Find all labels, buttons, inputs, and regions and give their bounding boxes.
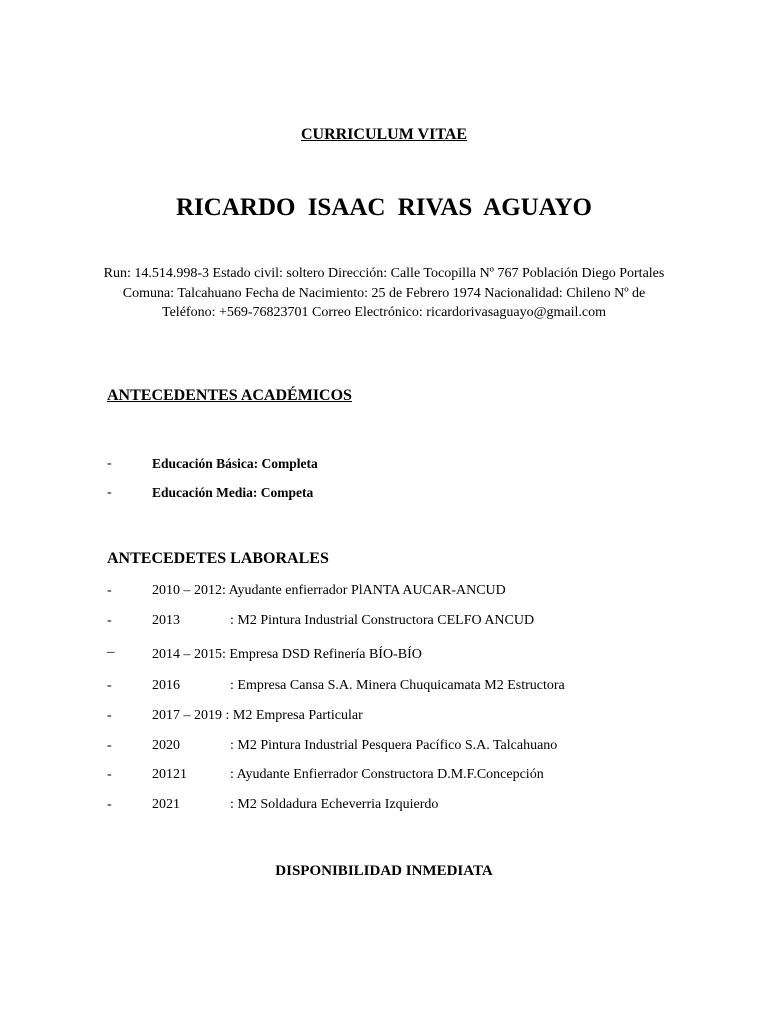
work-item-2013 (107, 613, 707, 633)
list-bullet: - (107, 708, 112, 723)
work-item-period: 20121 (152, 767, 187, 782)
list-bullet: - (107, 456, 112, 471)
academic-heading-text: ANTECEDENTES ACADÉMICOS (107, 387, 352, 404)
list-bullet: – (107, 644, 115, 660)
personal-info: Run: 14.514.998-3 Estado civil: soltero Dirección: Calle Tocopilla Nº 767 Población Diego Portales Comuna: Talcahuano Fecha de Nacimiento: 25 de Febrero 1974 Nacionalidad: Chileno Nº de Teléfono: +569-76823701 Correo Electrónico: ricardorivasaguayo@gmail.com (103, 266, 665, 320)
work-item-20121 (107, 767, 707, 787)
work-item-text: 2014 – 2015: Empresa DSD Refinería BÍO-BÍO (152, 647, 422, 662)
list-bullet: - (107, 797, 112, 812)
academic-heading (107, 387, 352, 405)
work-item-2016 (107, 678, 707, 698)
work-item-period: 2020 (152, 738, 180, 753)
academic-item-media (107, 485, 707, 505)
list-bullet: - (107, 738, 112, 753)
document-title-text: CURRICULUM VITAE (300, 126, 468, 143)
list-bullet: - (107, 767, 112, 782)
work-item-text: 2017 – 2019 : M2 Empresa Particular (152, 708, 363, 723)
work-item-2021 (107, 797, 707, 817)
work-item-description: : Ayudante Enfierrador Constructora D.M.F.Concepción (230, 767, 544, 782)
work-item-2020 (107, 738, 707, 758)
academic-item-text: Educación Básica: Completa (152, 456, 318, 471)
academic-item-text: Educación Media: Competa (152, 485, 314, 500)
list-bullet: - (107, 485, 112, 500)
work-item-period: 2016 (152, 678, 180, 693)
work-item-2010 (107, 583, 707, 603)
work-item-2014 (107, 644, 707, 667)
academic-item-basic (107, 456, 707, 476)
work-item-text: 2010 – 2012: Ayudante enfierrador PlANTA AUCAR-ANCUD (152, 583, 506, 598)
list-bullet: - (107, 583, 112, 598)
work-item-description: : Empresa Cansa S.A. Minera Chuquicamata M2 Estructora (230, 678, 565, 693)
work-heading: ANTECEDETES LABORALES (107, 550, 329, 567)
work-item-description: : M2 Pintura Industrial Constructora CELFO ANCUD (230, 613, 535, 628)
work-item-2017 (107, 708, 707, 728)
work-item-description: : M2 Soldadura Echeverria Izquierdo (230, 797, 439, 812)
work-item-description: : M2 Pintura Industrial Pesquera Pacífico S.A. Talcahuano (230, 738, 558, 753)
document-title (0, 126, 768, 144)
list-bullet: - (107, 613, 112, 628)
availability-note: DISPONIBILIDAD INMEDIATA (275, 863, 493, 879)
work-item-period: 2021 (152, 797, 180, 812)
list-bullet: - (107, 678, 112, 693)
person-name: RICARDO ISAAC RIVAS AGUAYO (176, 194, 592, 221)
work-item-period: 2013 (152, 613, 180, 628)
